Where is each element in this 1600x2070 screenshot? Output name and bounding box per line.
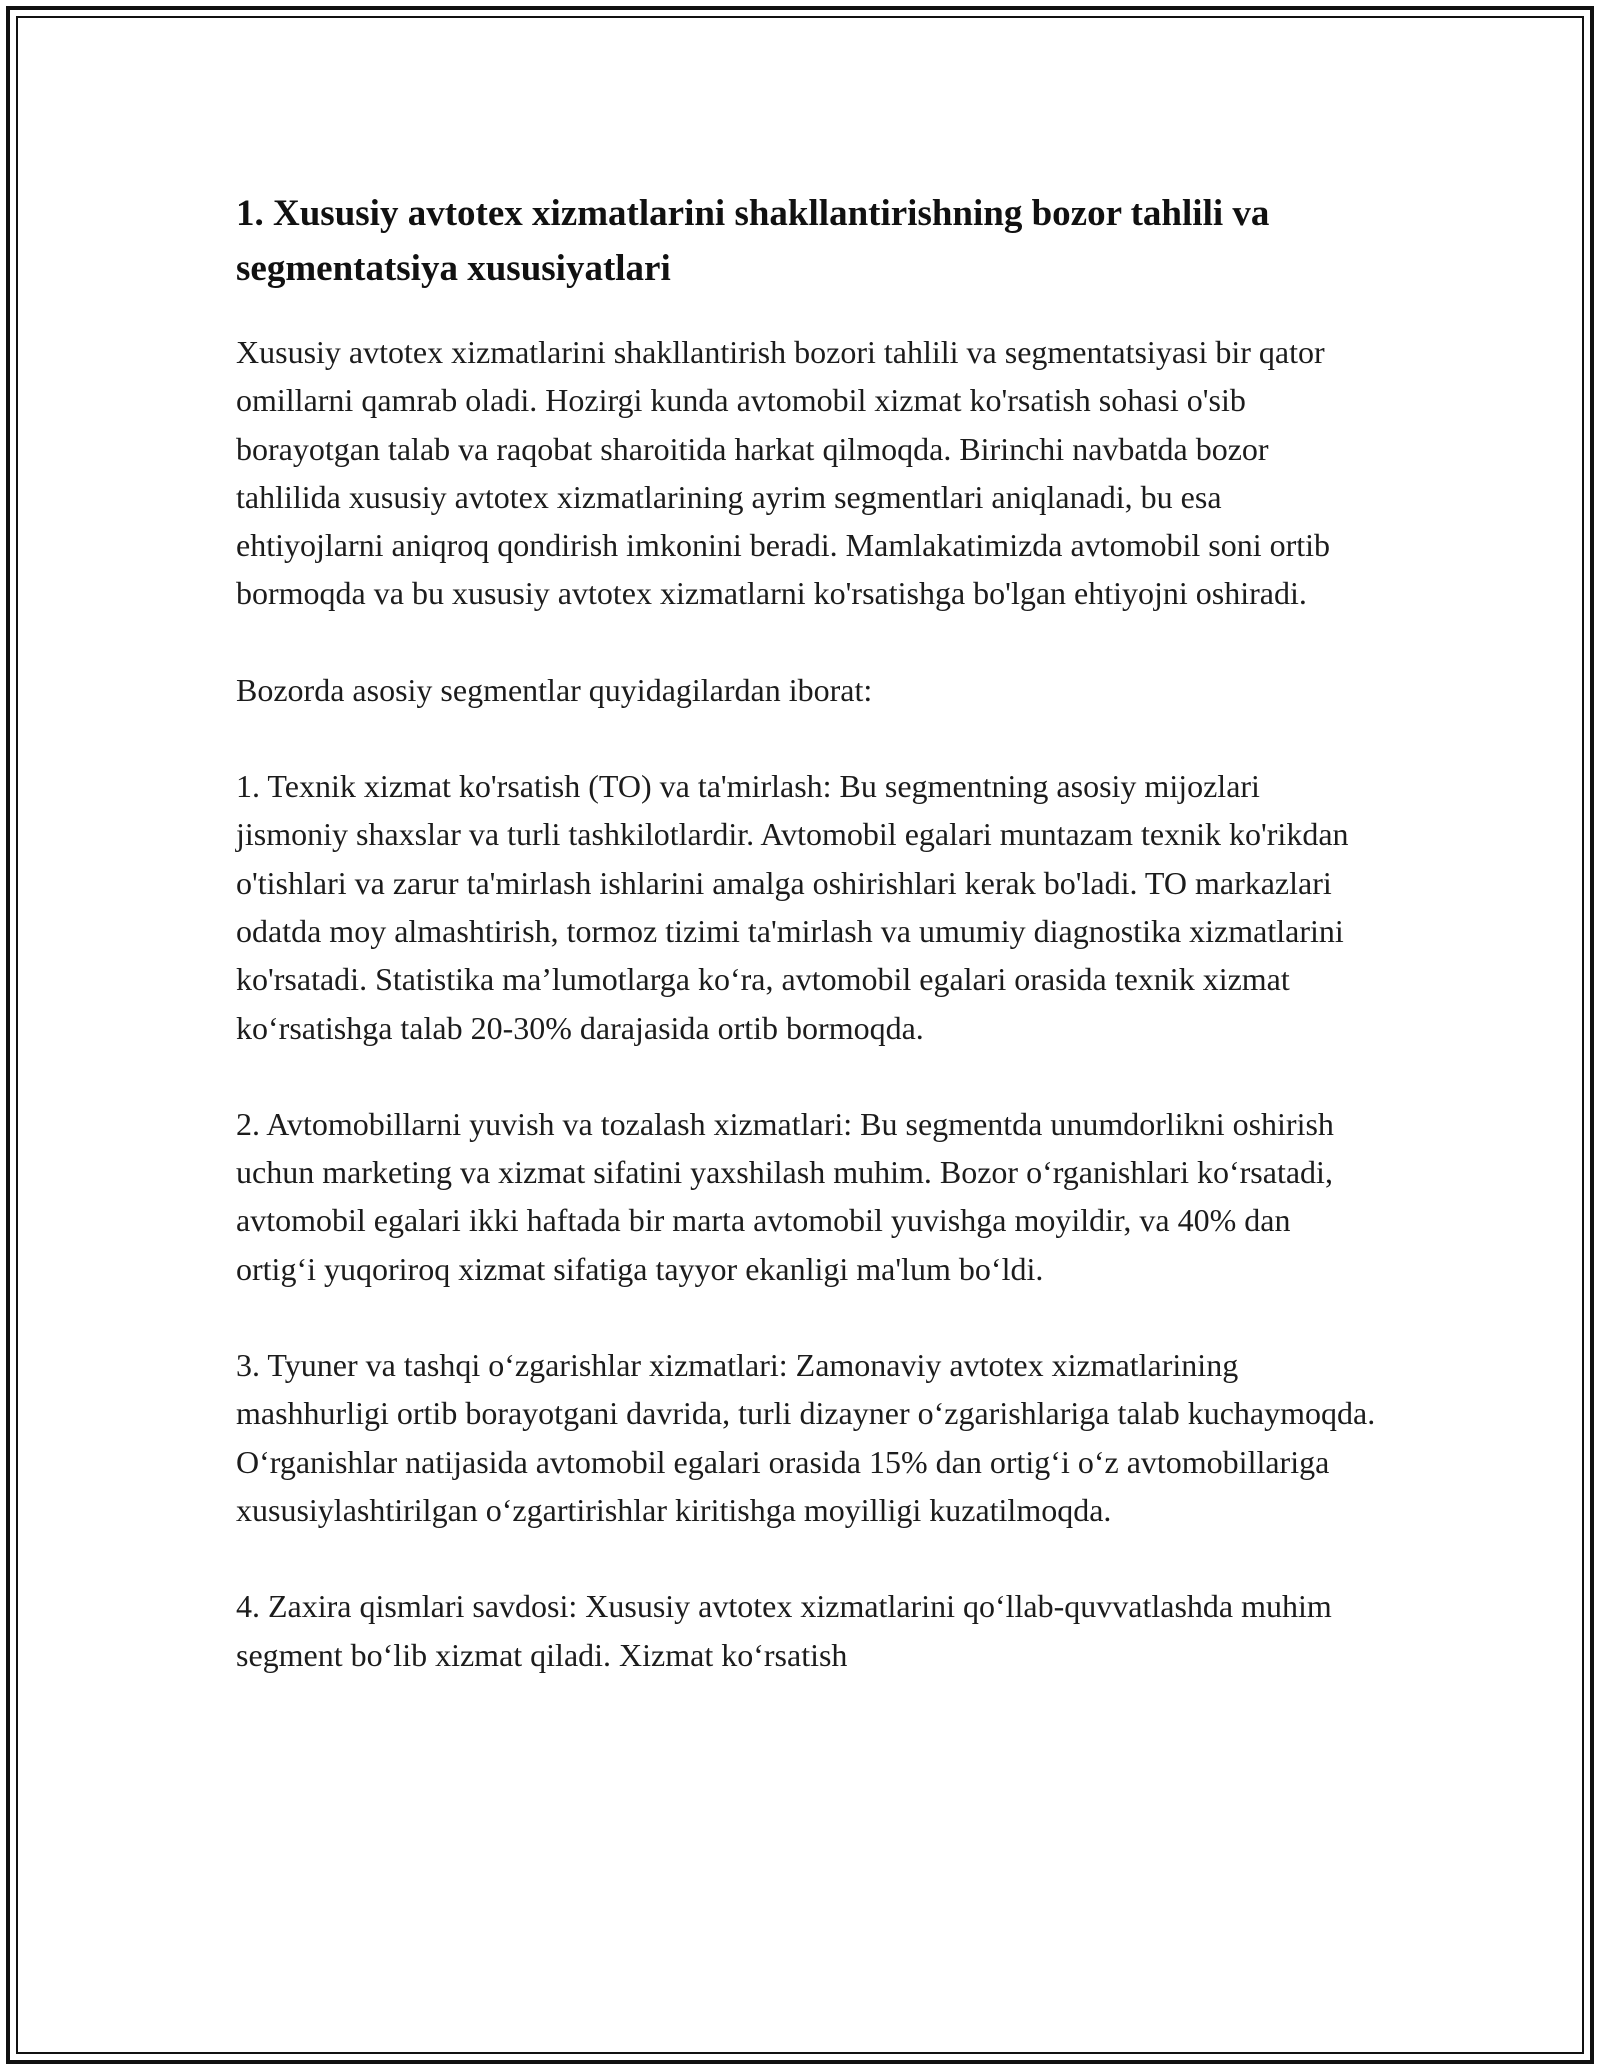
- intro-paragraph: Xususiy avtotex xizmatlarini shakllantirish bozori tahlili va segmentatsiyasi bir qator omillarni qamrab oladi. Hozirgi kunda avtomobil xizmat ko'rsatish sohasi o'sib borayotgan talab va raqobat sharoitida harkat qilmoqda. Birinchi navbatda bozor tahlilida xususiy avtotex xizmatlarining ayrim segmentlari aniqlanadi, bu esa ehtiyojlarni aniqroq qondirish imkonini beradi. Mamlakatimizda avtomobil soni ortib bormoqda va bu xususiy avtotex xizmatlarni ko'rsatishga bo'lgan ehtiyojni oshiradi.: [236, 334, 1331, 612]
- segment-paragraph-spare-parts: 4. Zaxira qismlari savdosi: Xususiy avtotex xizmatlarini qo‘llab-quvvatlashda muhim segment bo‘lib xizmat qiladi. Xizmat ko‘rsatish: [236, 1588, 1332, 1673]
- segment-paragraph-maintenance: 1. Texnik xizmat ko'rsatish (TO) va ta'mirlash: Bu segmentning asosiy mijozlari jismoniy shaxslar va turli tashkilotlardir. Avtomobil egalari muntazam texnik ko'rikdan o'tishlari va zarur ta'mirlash ishlarini amalga oshirishlari kerak bo'ladi. TO markazlari odatda moy almashtirish, tormoz tizimi ta'mirlash va umumiy diagnostika xizmatlarini ko'rsatadi. Statistika ma’lumotlarga ko‘ra, avtomobil egalari orasida texnik xizmat ko‘rsatishga talab 20-30% darajasida ortib bormoqda.: [236, 768, 1349, 1046]
- document-body: [236, 186, 1376, 1727]
- segments-intro-paragraph: Bozorda asosiy segmentlar quyidagilardan iborat:: [236, 671, 873, 708]
- section-title: 1. Xususiy avtotex xizmatlarini shakllantirishning bozor tahlili va segmentatsiya xususiyatlari: [236, 193, 1270, 289]
- segment-paragraph-tuning: 3. Tyuner va tashqi o‘zgarishlar xizmatlari: Zamonaviy avtotex xizmatlarining mashhurligi ortib borayotgani davrida, turli dizayner o‘zgarishlariga talab kuchaymoqda. O‘rganishlar natijasida avtomobil egalari orasida 15% dan ortig‘i o‘z avtomobillariga xususiylashtirilgan o‘zgartirishlar kiritishga moyilligi kuzatilmoqda.: [236, 1347, 1376, 1528]
- segment-paragraph-car-wash: 2. Avtomobillarni yuvish va tozalash xizmatlari: Bu segmentda unumdorlikni oshirish uchun marketing va xizmat sifatini yaxshilash muhim. Bozor o‘rganishlari ko‘rsatadi, avtomobil egalari ikki haftada bir marta avtomobil yuvishga moyildir, va 40% dan ortig‘i yuqoriroq xizmat sifatiga tayyor ekanligi ma'lum bo‘ldi.: [236, 1105, 1334, 1287]
